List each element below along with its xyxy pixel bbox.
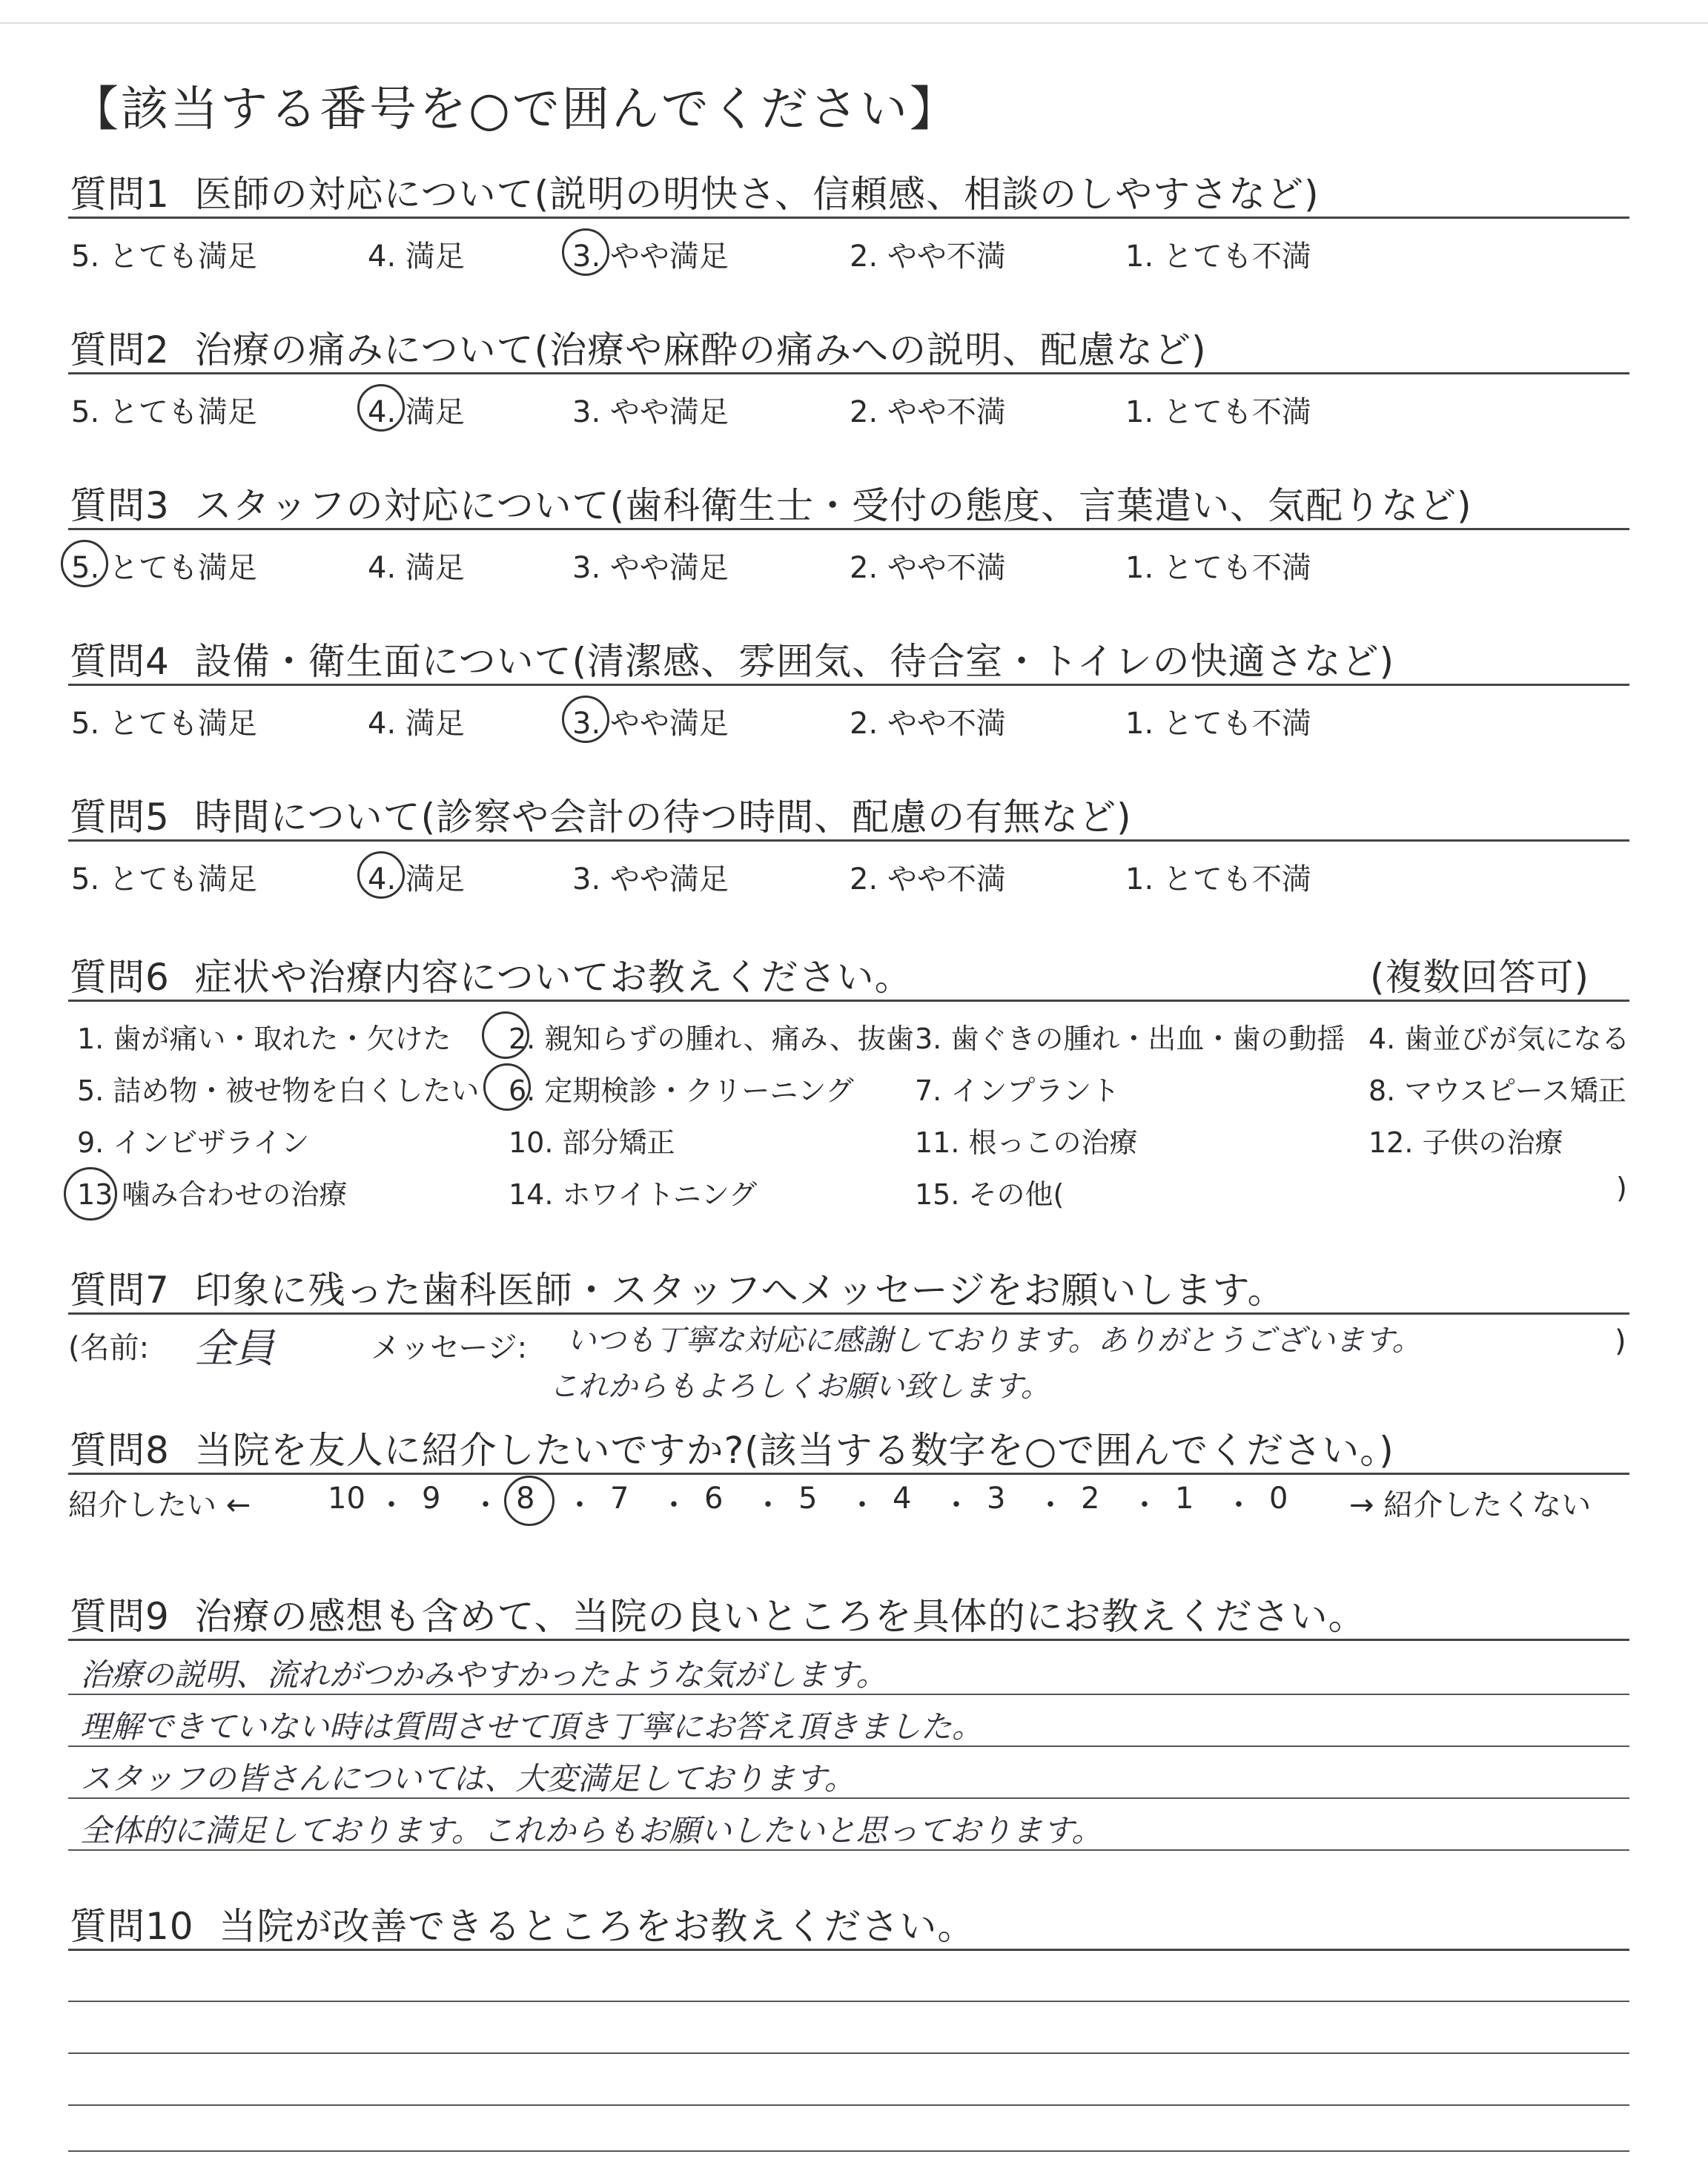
question-3-rule — [68, 528, 1629, 530]
q7-message-line2: これからもよろしくお願い致します。 — [549, 1370, 1050, 1404]
question-label: 質問5 — [70, 796, 170, 839]
q7-name-value: 全員 — [194, 1325, 274, 1372]
q8-scale-dot: ・ — [941, 1488, 971, 1522]
question-label: 質問4 — [70, 640, 170, 683]
rating-option-1[interactable]: 1. とても不満 — [1125, 862, 1311, 896]
q9-rule-1 — [68, 1694, 1629, 1695]
q6-note: (複数回答可) — [1370, 956, 1590, 999]
q10-label: 質問10 — [70, 1905, 194, 1948]
q9-rule-4 — [68, 1849, 1629, 1851]
page-top-edge — [0, 22, 1708, 24]
q7-text: 印象に残った歯科医師・スタッフへメッセージをお願いします。 — [194, 1269, 1285, 1312]
q9-text: 治療の感想も含めて、当院の良いところを具体的にお教えください。 — [194, 1595, 1366, 1638]
q8-scale-dot: ・ — [1130, 1488, 1159, 1522]
q6-heading — [70, 948, 913, 1001]
q10-text: 当院が改善できるところをお教えください。 — [219, 1905, 976, 1948]
rating-option-3[interactable]: 3. やや満足 — [572, 395, 729, 429]
question-text: 設備・衛生面について(清潔感、雰囲気、待合室・トイレの快適さなど) — [194, 640, 1395, 683]
q9-rule-3 — [68, 1797, 1629, 1799]
rating-option-1[interactable]: 1. とても不満 — [1125, 395, 1311, 429]
q6-selected-circle-2 — [482, 1011, 529, 1059]
question-text: 時間について(診察や会計の待つ時間、配慮の有無など) — [194, 796, 1132, 839]
q10-rule-2 — [68, 2052, 1629, 2054]
q8-scale-0[interactable]: 0 — [1269, 1482, 1288, 1516]
q6-option-5[interactable]: 5. 詰め物・被せ物を白くしたい — [77, 1074, 480, 1107]
q6-option-6[interactable]: 6. 定期検診・クリーニング — [509, 1074, 854, 1107]
q6-option-13[interactable]: 13 噛み合わせの治療 — [77, 1178, 348, 1211]
question-1-heading — [70, 165, 1320, 218]
rating-option-4[interactable]: 4. 満足 — [368, 240, 465, 274]
question-5-heading — [70, 787, 1132, 841]
q8-scale-8[interactable]: 8 — [516, 1482, 535, 1516]
question-4-rule — [68, 684, 1629, 686]
question-4-heading — [70, 632, 1394, 685]
rating-option-3[interactable]: 3. やや満足 — [572, 240, 729, 274]
q8-right-label: → 紹介したくない — [1349, 1488, 1592, 1522]
rating-option-1[interactable]: 1. とても不満 — [1125, 240, 1311, 274]
q6-option-2[interactable]: 2. 親知らずの腫れ、痛み、抜歯 — [509, 1023, 914, 1055]
selected-answer-circle — [357, 384, 405, 432]
q6-selected-circle-13 — [64, 1167, 117, 1221]
rating-option-5[interactable]: 5. とても満足 — [71, 551, 257, 585]
q8-heading — [70, 1421, 1394, 1474]
rating-option-4[interactable]: 4. 満足 — [368, 707, 465, 741]
q8-scale-dot: ・ — [377, 1488, 406, 1522]
q7-name-label: (名前: — [68, 1331, 150, 1365]
question-text: 治療の痛みについて(治療や麻酔の痛みへの説明、配慮など) — [194, 328, 1207, 371]
q8-scale-1[interactable]: 1 — [1175, 1482, 1194, 1516]
q7-label: 質問7 — [70, 1269, 170, 1312]
rating-option-2[interactable]: 2. やや不満 — [850, 707, 1006, 741]
q8-selected-circle — [504, 1476, 555, 1526]
question-3-heading — [70, 476, 1472, 529]
page-title: 【該当する番号を○で囲んでください】 — [71, 82, 959, 137]
rating-option-3[interactable]: 3. やや満足 — [572, 707, 729, 741]
question-label: 質問3 — [70, 484, 170, 527]
q10-rule-3 — [68, 2104, 1629, 2106]
q9-label: 質問9 — [70, 1595, 170, 1638]
q8-scale-3[interactable]: 3 — [987, 1482, 1006, 1516]
q7-close-paren: ) — [1615, 1324, 1626, 1358]
q8-scale-7[interactable]: 7 — [610, 1482, 629, 1516]
question-2-heading — [70, 320, 1207, 374]
question-5-rule — [68, 839, 1629, 842]
q10-rule-1 — [68, 2001, 1629, 2002]
q8-left-label: 紹介したい ← — [68, 1488, 251, 1522]
q6-label: 質問6 — [70, 956, 170, 999]
q6-option-14[interactable]: 14. ホワイトニング — [509, 1178, 758, 1211]
q8-scale-dot: ・ — [1036, 1488, 1065, 1522]
q8-label: 質問8 — [70, 1429, 170, 1472]
q10-heading — [70, 1897, 975, 1950]
q6-rule — [68, 1000, 1629, 1002]
rating-option-4[interactable]: 4. 満足 — [368, 395, 465, 429]
q7-message-line1: いつも丁寧な対応に感謝しております。ありがとうございます。 — [566, 1324, 1422, 1358]
q7-heading — [70, 1261, 1285, 1314]
q7-rule — [68, 1312, 1629, 1315]
q8-scale-dot: ・ — [753, 1488, 783, 1522]
q6-option-8[interactable]: 8. マウスピース矯正 — [1368, 1074, 1626, 1107]
q6-selected-circle-6 — [483, 1063, 531, 1111]
rating-option-5[interactable]: 5. とても満足 — [71, 707, 257, 741]
question-label: 質問1 — [70, 173, 170, 216]
question-text: スタッフの対応について(歯科衛生士・受付の態度、言葉遣い、気配りなど) — [194, 484, 1472, 527]
q8-scale-dot: ・ — [565, 1488, 595, 1522]
q9-rule-2 — [68, 1745, 1629, 1747]
q8-scale-dot: ・ — [847, 1488, 877, 1522]
selected-answer-circle — [562, 696, 609, 743]
rating-option-4[interactable]: 4. 満足 — [368, 862, 465, 896]
q6-option-15[interactable]: 15. その他( — [915, 1178, 1065, 1211]
q8-scale-dot: ・ — [1224, 1488, 1254, 1522]
q7-message-label: メッセージ: — [371, 1331, 528, 1365]
question-2-rule — [68, 372, 1629, 374]
q8-scale-5[interactable]: 5 — [798, 1482, 818, 1516]
q8-scale-9[interactable]: 9 — [422, 1482, 441, 1516]
rating-option-4[interactable]: 4. 満足 — [368, 551, 465, 585]
q10-rule-0 — [68, 1949, 1629, 1951]
q6-option-12[interactable]: 12. 子供の治療 — [1368, 1126, 1563, 1159]
question-1-rule — [68, 217, 1629, 219]
q9-answer-line-3: スタッフの皆さんについては、大変満足しております。 — [80, 1760, 855, 1797]
q8-rule — [68, 1473, 1629, 1475]
q8-scale-4[interactable]: 4 — [893, 1482, 912, 1516]
rating-option-5[interactable]: 5. とても満足 — [71, 240, 257, 274]
rating-option-3[interactable]: 3. やや満足 — [572, 551, 729, 585]
rating-option-1[interactable]: 1. とても不満 — [1125, 551, 1311, 585]
q9-answer-line-1: 治療の説明、流れがつかみやすかったような気がします。 — [80, 1657, 887, 1693]
selected-answer-circle — [357, 851, 405, 899]
q9-answer-line-4: 全体的に満足しております。これからもお願いしたいと思っております。 — [80, 1812, 1103, 1849]
q6-option-7[interactable]: 7. インプラント — [915, 1074, 1120, 1107]
question-text: 医師の対応について(説明の明快さ、信頼感、相談のしやすさなど) — [194, 173, 1320, 216]
rating-option-3[interactable]: 3. やや満足 — [572, 862, 729, 896]
rating-option-2[interactable]: 2. やや不満 — [850, 551, 1006, 585]
q6-option-16[interactable]: ) — [1616, 1172, 1627, 1204]
q8-scale-dot: ・ — [471, 1488, 500, 1522]
rating-option-2[interactable]: 2. やや不満 — [850, 862, 1006, 896]
q8-scale-2[interactable]: 2 — [1081, 1482, 1100, 1516]
q6-option-4[interactable]: 4. 歯並びが気になる — [1368, 1023, 1630, 1055]
q8-scale-dot: ・ — [659, 1488, 689, 1522]
q6-option-3[interactable]: 3. 歯ぐきの腫れ・出血・歯の動揺 — [915, 1023, 1345, 1055]
rating-option-2[interactable]: 2. やや不満 — [850, 395, 1006, 429]
q8-text: 当院を友人に紹介したいですか?(該当する数字を○で囲んでください。) — [194, 1429, 1394, 1472]
q9-answer-line-2: 理解できていない時は質問させて頂き丁寧にお答え頂きました。 — [80, 1708, 984, 1745]
q6-option-11[interactable]: 11. 根っこの治療 — [915, 1126, 1138, 1159]
q6-option-1[interactable]: 1. 歯が痛い・取れた・欠けた — [77, 1023, 451, 1055]
q8-scale-10[interactable]: 10 — [328, 1482, 365, 1516]
q6-option-10[interactable]: 10. 部分矯正 — [509, 1126, 675, 1159]
selected-answer-circle — [562, 228, 609, 276]
rating-option-2[interactable]: 2. やや不満 — [850, 240, 1006, 274]
rating-option-5[interactable]: 5. とても満足 — [71, 395, 257, 429]
q10-rule-4 — [68, 2150, 1629, 2152]
rating-option-5[interactable]: 5. とても満足 — [71, 862, 257, 896]
question-label: 質問2 — [70, 328, 170, 371]
q6-text: 症状や治療内容についてお教えください。 — [194, 956, 913, 999]
q6-option-9[interactable]: 9. インビザライン — [77, 1126, 310, 1159]
q9-rule-0 — [68, 1639, 1629, 1641]
rating-option-1[interactable]: 1. とても不満 — [1125, 707, 1311, 741]
selected-answer-circle — [61, 540, 108, 587]
q8-scale-6[interactable]: 6 — [704, 1482, 724, 1516]
q9-heading — [70, 1587, 1366, 1640]
